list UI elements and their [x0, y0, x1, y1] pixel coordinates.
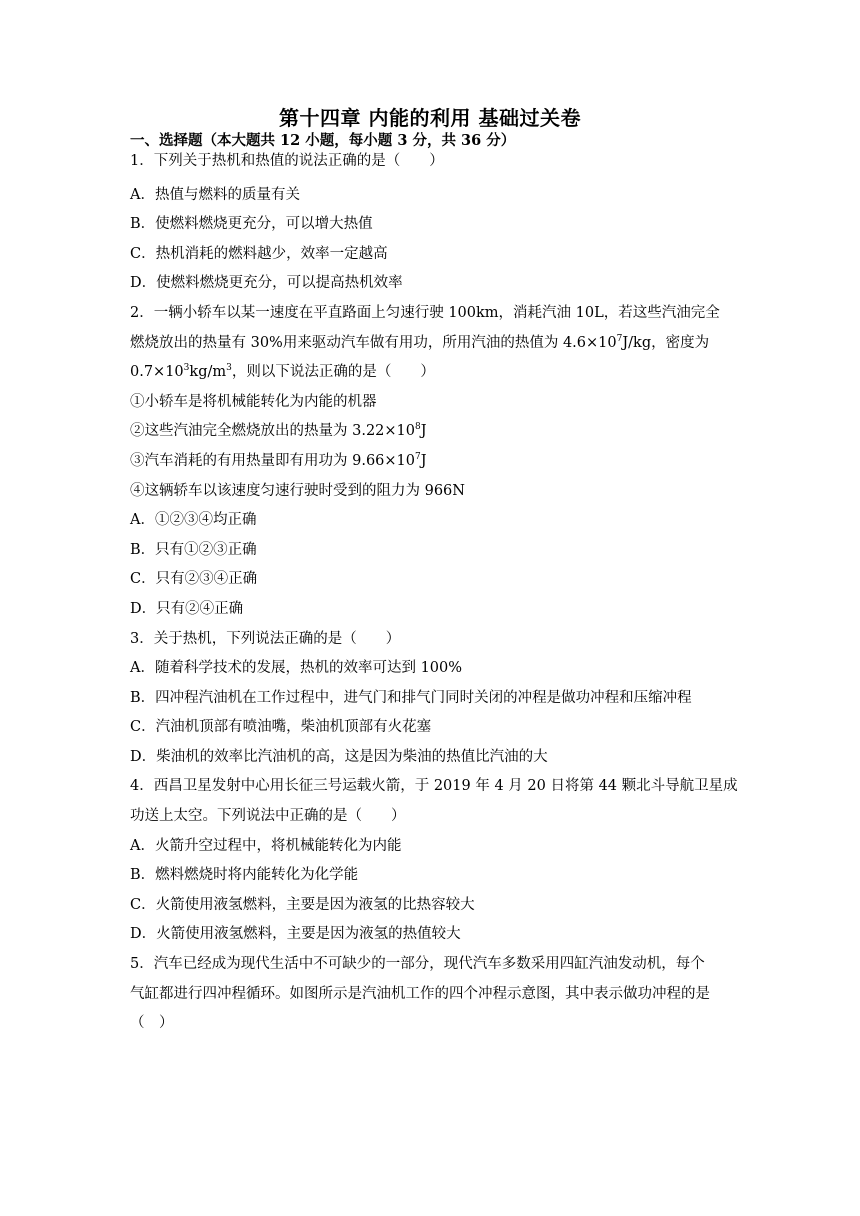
question-3-option-a: A．随着科学技术的发展，热机的效率可达到 100%: [130, 660, 463, 677]
question-3-option-b: B．四冲程汽油机在工作过程中，进气门和排气门同时关闭的冲程是做功冲程和压缩冲程: [130, 689, 692, 706]
question-2-stem-line-1: 2．一辆小轿车以某一速度在平直路面上匀速行驶 100km，消耗汽油 10L，若这些汽油完全: [130, 304, 720, 321]
question-4-option-c: C．火箭使用液氢燃料，主要是因为液氢的比热容较大: [130, 896, 475, 913]
question-4-option-b: B．燃料燃烧时将内能转化为化学能: [130, 867, 359, 884]
question-5-stem-line-3: （ ）: [130, 1015, 174, 1032]
question-2-option-c: C．只有②③④正确: [130, 571, 258, 588]
question-3-option-c: C．汽油机顶部有喷油嘴，柴油机顶部有火花塞: [130, 719, 432, 736]
question-2-statement-2: ②这些汽油完全燃烧放出的热量为 $3.22\times 10^8J$: [130, 422, 427, 440]
question-2-statement-4: ④这辆轿车以该速度匀速行驶时受到的阻力为 966N: [130, 482, 465, 499]
question-1-option-d: D．使燃料燃烧更充分，可以提高热机效率: [130, 275, 403, 292]
question-2-statement-3: ③汽车消耗的有用热量即有用功为 $9.66\times 10^7J$: [130, 451, 427, 469]
question-1-stem: 1．下列关于热机和热值的说法正确的是（ ）: [130, 153, 444, 169]
section-heading: 一、选择题（本大题共 12 小题，每小题 3 分，共 36 分）: [130, 132, 516, 149]
question-4-option-d: D．火箭使用液氢燃料，主要是因为液氢的热值较大: [130, 926, 461, 943]
question-3-stem: 3．关于热机，下列说法正确的是（ ）: [130, 630, 401, 647]
question-4-stem-line-1: 4．西昌卫星发射中心用长征三号运载火箭，于 2019 年 4 月 20 日将第 44 颗北斗导航卫星成: [130, 778, 738, 795]
question-1-option-c: C．热机消耗的燃料越少，效率一定越高: [130, 245, 388, 262]
question-3-option-d: D．柴油机的效率比汽油机的高，这是因为柴油的热值比汽油的大: [130, 748, 548, 765]
question-content: [130, 131, 740, 1039]
document-title: 第十四章 内能的利用 基础过关卷: [279, 106, 581, 130]
question-5-stem-line-1: 5．汽车已经成为现代生活中不可缺少的一部分，现代汽车多数采用四缸汽油发动机，每个: [130, 956, 705, 973]
question-2-option-a: A．①②③④均正确: [130, 512, 257, 529]
question-2-option-d: D．只有②④正确: [130, 600, 244, 617]
question-4-stem-line-2: 功送上太空。下列说法中正确的是（ ）: [130, 808, 406, 825]
question-4-option-a: A．火箭升空过程中，将机械能转化为内能: [130, 837, 402, 854]
question-1-option-a: A．热值与燃料的质量有关: [130, 186, 300, 203]
question-2-stem-line-2: 燃烧放出的热量有 30%用来驱动汽车做有用功，所用汽油的热值为 $4.6\times 10^7J/kg$，密度为: [130, 333, 710, 351]
question-2-stem-line-3: $0.7\times 10^3kg/m^3$，则以下说法正确的是（ ）: [130, 363, 435, 381]
question-1-option-b: B．使燃料燃烧更充分，可以增大热值: [130, 216, 373, 233]
question-2-statement-1: ①小轿车是将机械能转化为内能的机器: [130, 393, 377, 410]
question-2-option-b: B．只有①②③正确: [130, 541, 257, 558]
question-5-stem-line-2: 气缸都进行四冲程循环。如图所示是汽油机工作的四个冲程示意图，其中表示做功冲程的是: [130, 985, 710, 1002]
